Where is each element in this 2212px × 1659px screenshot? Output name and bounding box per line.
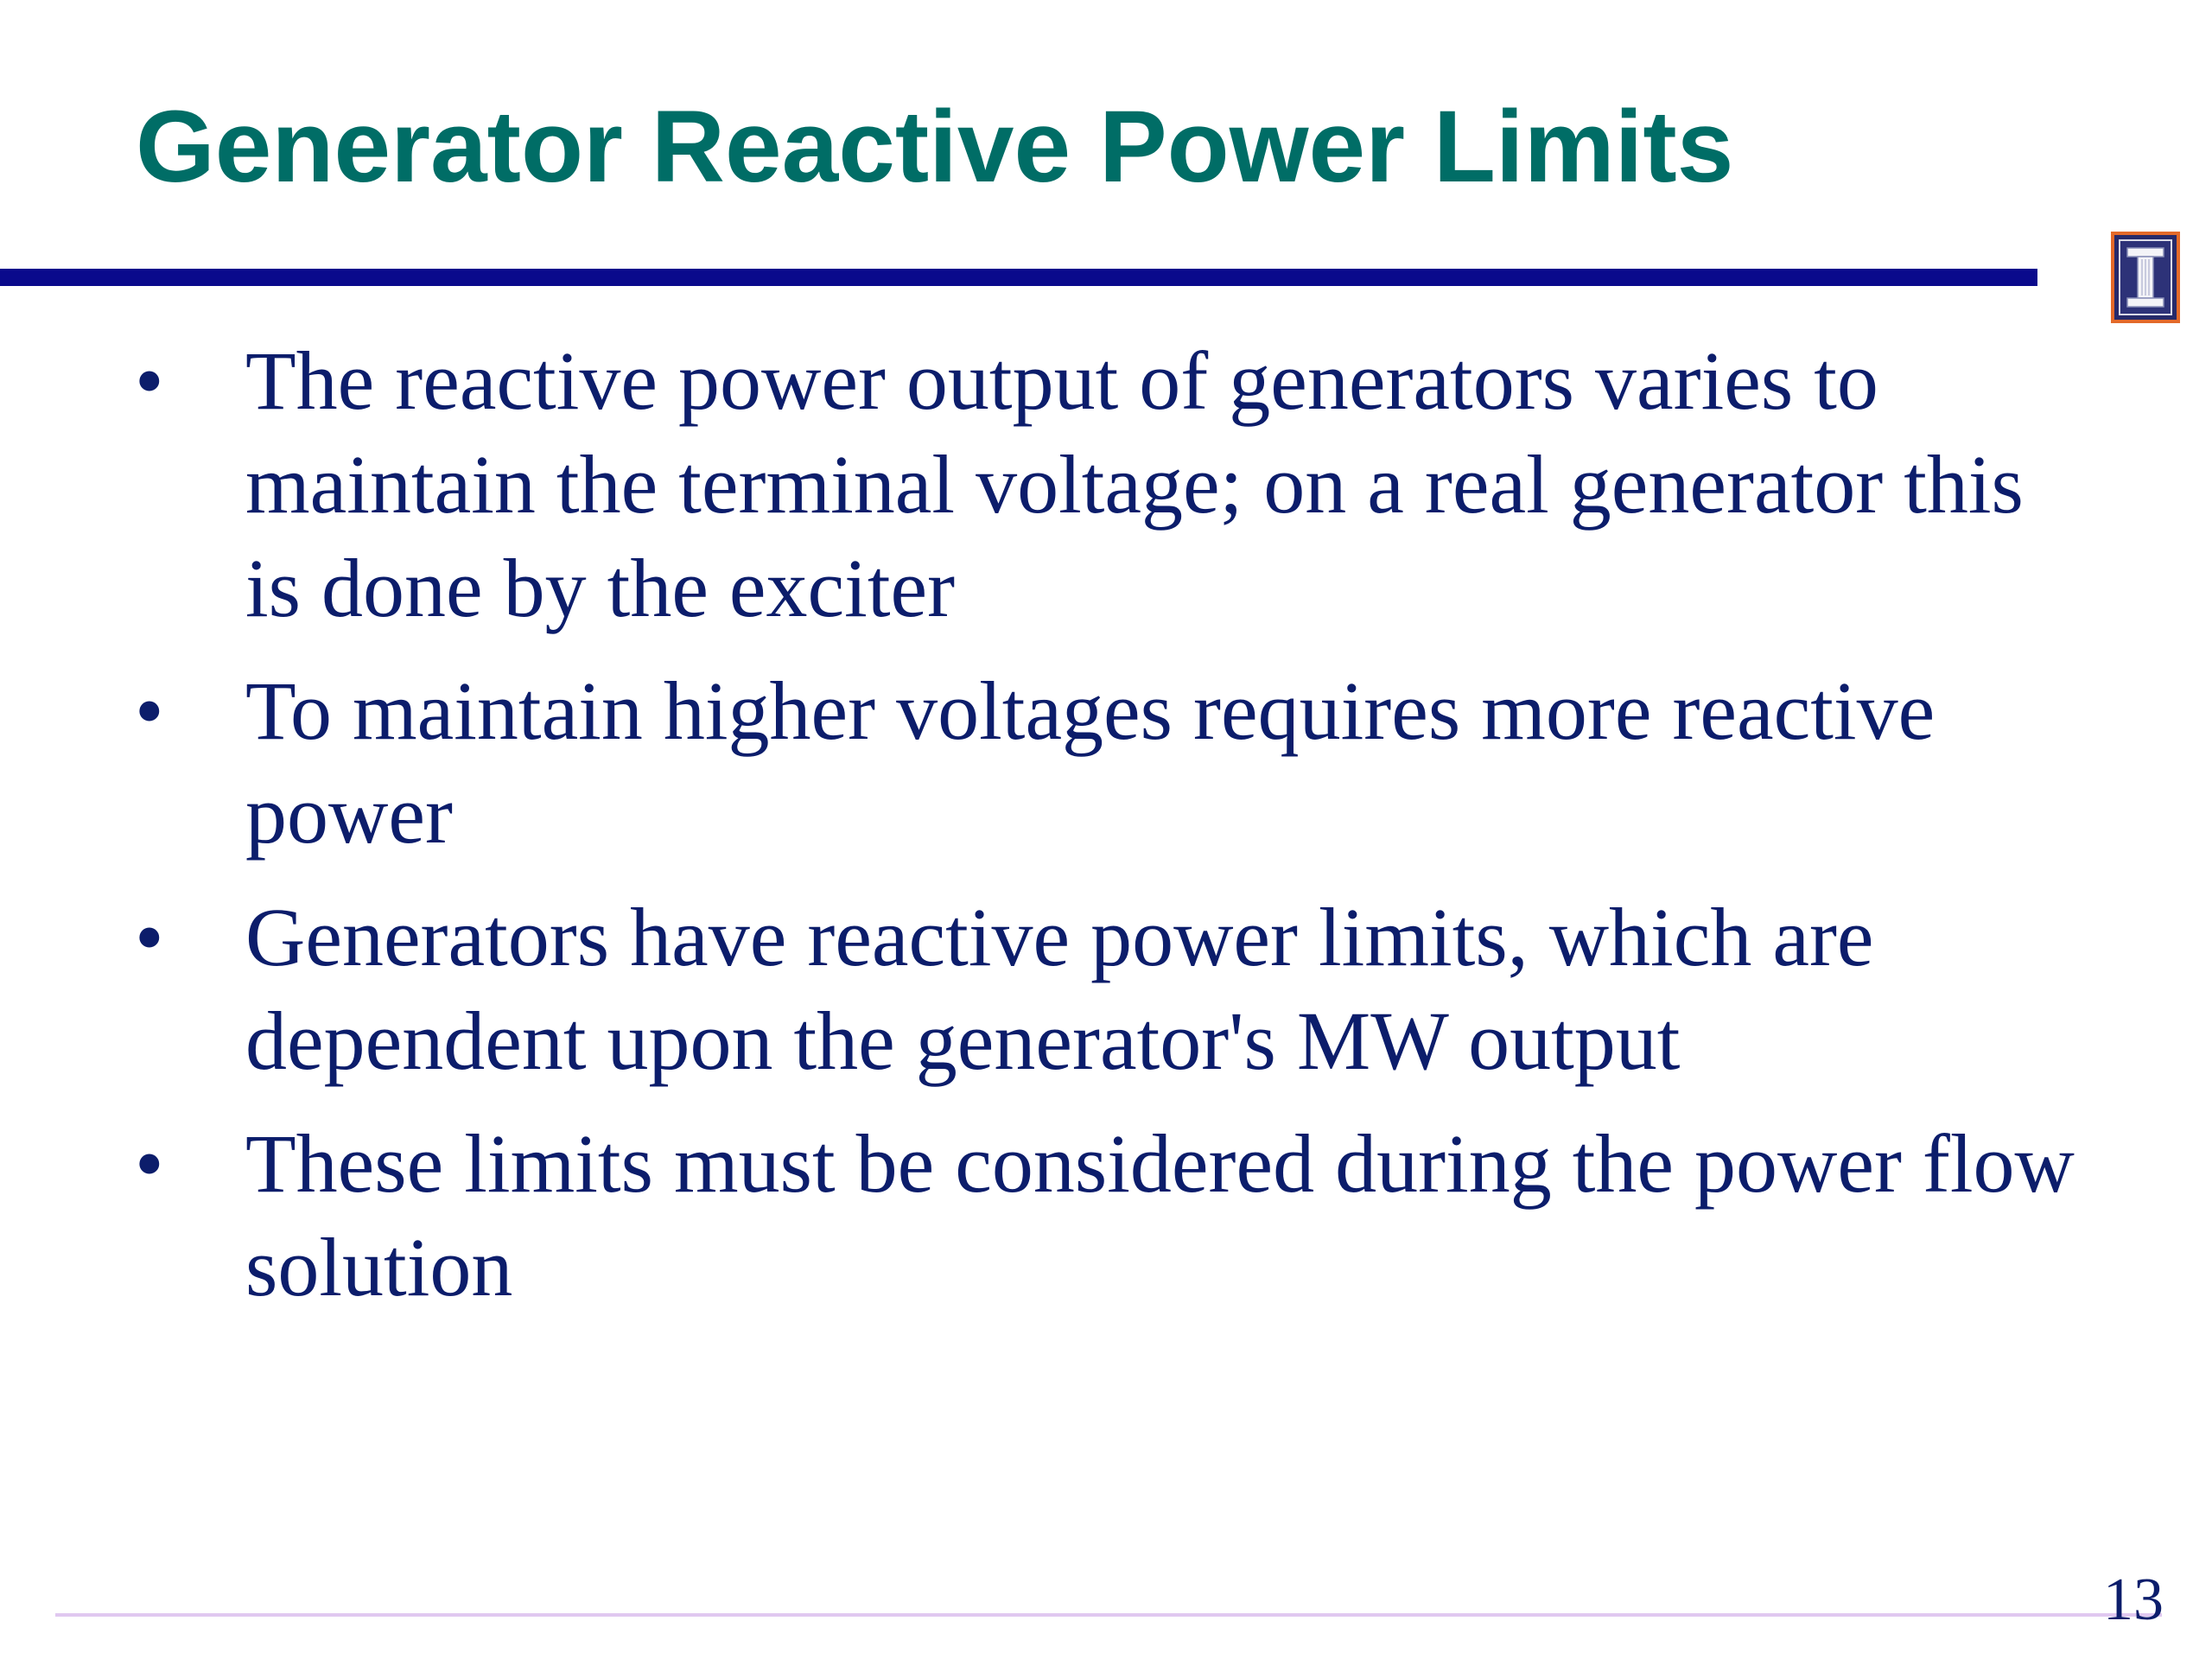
bullet-dot: • <box>135 334 164 427</box>
university-logo-icon <box>2111 232 2180 323</box>
logo-inner-panel <box>2119 239 2172 315</box>
bullet-item <box>135 659 2079 867</box>
bullet-dot: • <box>135 1117 164 1210</box>
block-i-icon <box>2124 245 2167 309</box>
bullet-text: To maintain higher voltages requires more reactive power <box>245 664 1936 861</box>
bullet-list <box>135 329 2079 1319</box>
bullet-item <box>135 329 2079 640</box>
slide-title: Generator Reactive Power Limits <box>136 90 1734 204</box>
bullet-text: These limits must be considered during the power flow solution <box>245 1117 2075 1313</box>
footer-rule <box>55 1613 2162 1617</box>
page-number: 13 <box>2103 1567 2164 1633</box>
bullet-dot: • <box>135 891 164 983</box>
bullet-item <box>135 886 2079 1093</box>
bullet-text: The reactive power output of generators varies to maintain the terminal voltage; on a real generator this is done by the exciter <box>245 334 2024 634</box>
title-underline-rule <box>0 269 2037 286</box>
bullet-text: Generators have reactive power limits, which are dependent upon the generator's MW output <box>245 891 1874 1087</box>
bullet-dot: • <box>135 664 164 757</box>
bullet-item <box>135 1112 2079 1319</box>
